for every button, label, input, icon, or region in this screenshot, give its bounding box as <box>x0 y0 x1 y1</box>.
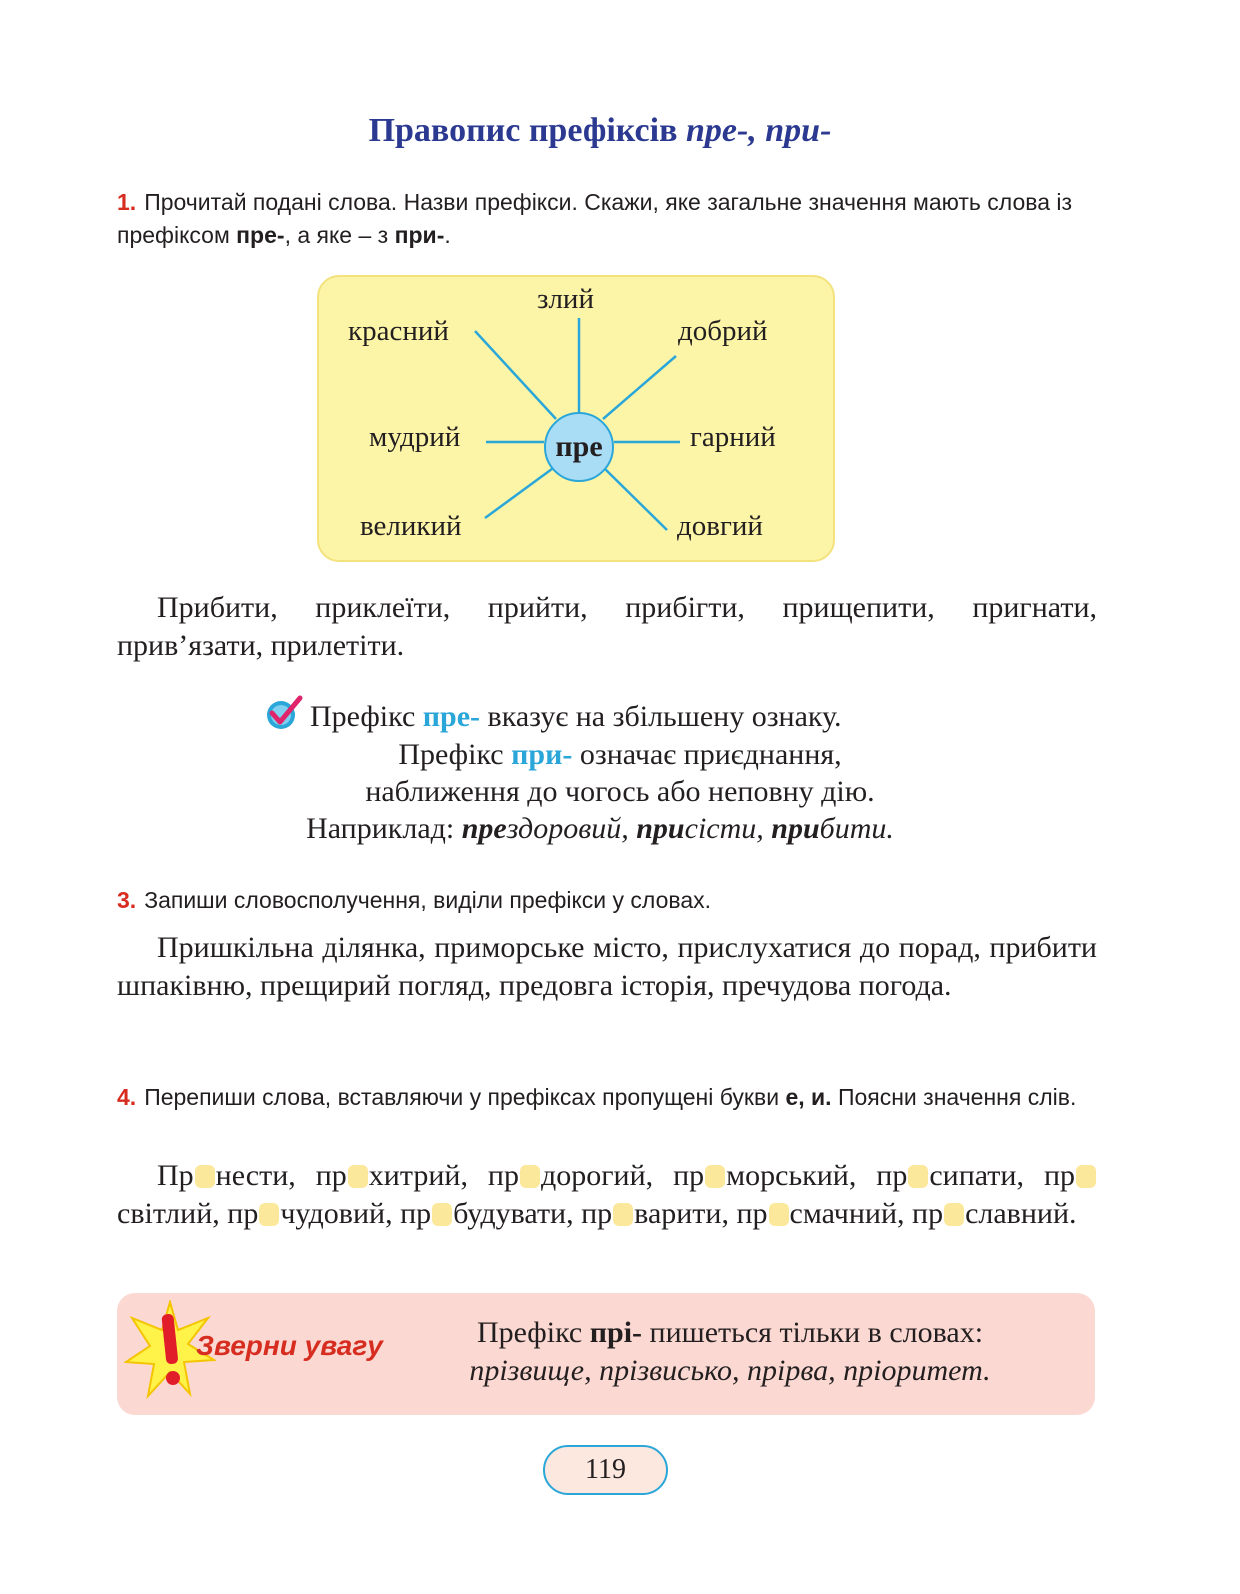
line-top-left <box>475 331 556 419</box>
bold-prefix: при- <box>394 222 445 248</box>
task-text: Поясни значення слів. <box>831 1084 1077 1110</box>
task-text: Перепиши слова, вставляючи у префіксах пропущені букви <box>144 1084 786 1110</box>
word-start: пр <box>315 1159 347 1192</box>
word-end: морський, <box>726 1159 877 1192</box>
example-label: Наприклад: <box>306 812 462 845</box>
word-end: хитрий, <box>368 1159 488 1192</box>
notice-prefix: прі- <box>589 1316 643 1349</box>
word-start: Пр <box>157 1159 194 1192</box>
notice-text-part: пишеться тільки в словах: <box>642 1316 984 1349</box>
example-prefix: при <box>771 812 820 845</box>
word-end: смачний, <box>789 1197 913 1230</box>
task-3-words: Пришкільна ділянка, приморське місто, прислухатися до порад, прибити шпаківню, прещирий погляд, предовга історія, пречудова погода. <box>117 931 1097 1002</box>
task-text: Прочитай подані слова. Назви префікси. Скажи, яке загальне значення мають слова із префіксом <box>117 189 1073 248</box>
task-4-words <box>117 1157 1097 1233</box>
word-with-gap <box>227 1197 400 1230</box>
task-text: . <box>444 222 451 248</box>
line-bottom-left <box>485 466 556 518</box>
missing-letter-slot <box>195 1165 215 1188</box>
rule-text: означає приєднання, <box>572 738 842 771</box>
notice-text-part: Префікс <box>476 1316 590 1349</box>
task-3-instruction <box>117 884 1097 917</box>
task-text: Запиши словосполучення, виділи префікси у словах. <box>144 887 712 913</box>
rule-text: Префікс <box>398 738 512 771</box>
example-rest: здоровий, <box>506 812 637 845</box>
missing-letter-slot <box>613 1203 633 1226</box>
word-with-gap <box>581 1197 736 1230</box>
missing-letter-slot <box>520 1165 540 1188</box>
word-right: гарний <box>690 421 776 453</box>
example-rest: сісти, <box>684 812 772 845</box>
word-end: сипати, <box>929 1159 1044 1192</box>
word-with-gap <box>400 1197 581 1230</box>
attention-label: Зверни увагу <box>196 1330 383 1361</box>
example-rest: бити. <box>819 812 894 845</box>
rule-example <box>150 810 1050 847</box>
line-bottom-right <box>602 466 667 530</box>
word-with-gap <box>488 1159 673 1192</box>
task-text: , а яке – з <box>284 222 395 248</box>
rule-prefix: пре- <box>422 700 481 733</box>
task-number: 1. <box>117 189 137 215</box>
word-bottom-right: довгий <box>677 510 763 542</box>
word-start: пр <box>912 1197 944 1230</box>
word-left: мудрий <box>369 421 461 453</box>
example-prefix: при <box>636 812 685 845</box>
line-top-right <box>603 356 676 419</box>
checkmark-icon <box>264 695 304 731</box>
title-text: Правопис префіксів <box>368 112 686 149</box>
example-prefix: пре <box>461 812 507 845</box>
word-start: пр <box>876 1159 908 1192</box>
notice-examples: прізвище, прізвисько, прірва, пріоритет. <box>469 1354 991 1387</box>
word-top-right: добрий <box>678 315 768 347</box>
word-with-gap <box>912 1197 1077 1230</box>
word-bottom-left: великий <box>360 510 462 542</box>
task-number: 3. <box>117 887 137 913</box>
word-start: пр <box>227 1197 259 1230</box>
bold-prefix: пре- <box>236 222 285 248</box>
word-start: пр <box>400 1197 432 1230</box>
word-end: нести, <box>215 1159 316 1192</box>
word-end: варити, <box>634 1197 737 1230</box>
word-start: пр <box>673 1159 705 1192</box>
missing-letter-slot <box>432 1203 452 1226</box>
missing-letter-slot <box>1076 1165 1096 1188</box>
rule-prefix: при- <box>511 738 573 771</box>
missing-letter-slot <box>259 1203 279 1226</box>
word-with-gap <box>673 1159 876 1192</box>
word-top: злий <box>537 283 594 315</box>
word-with-gap <box>157 1159 316 1192</box>
word-end: будувати, <box>453 1197 582 1230</box>
word-with-gap <box>316 1159 488 1192</box>
rule-text: Префікс <box>310 700 423 733</box>
word-end: чудовий, <box>280 1197 401 1230</box>
missing-letter-slot <box>908 1165 928 1188</box>
rule-line-2 <box>170 736 1070 773</box>
rule-text: вказує на збільшену ознаку. <box>480 700 842 733</box>
word-end: дорогий, <box>540 1159 674 1192</box>
missing-letter-slot <box>705 1165 725 1188</box>
task-2-words: Прибити, приклеїти, прийти, прибігти, прищепити, пригнати, прив’язати, прилетіти. <box>117 591 1097 662</box>
notice-line-1 <box>380 1314 1080 1352</box>
task-number: 4. <box>117 1084 137 1110</box>
missing-letter-slot <box>348 1165 368 1188</box>
word-end: славний. <box>965 1197 1077 1230</box>
word-with-gap <box>876 1159 1044 1192</box>
word-start: пр <box>736 1197 768 1230</box>
page-number: 119 <box>543 1445 668 1495</box>
bold-letters: е, и. <box>785 1084 832 1110</box>
word-start: пр <box>581 1197 613 1230</box>
missing-letter-slot <box>944 1203 964 1226</box>
word-end: світлий, <box>117 1197 228 1230</box>
notice-text <box>380 1314 1080 1390</box>
center-prefix: пре <box>544 412 614 482</box>
word-start: пр <box>487 1159 519 1192</box>
rule-line-3: наближення до чогось або неповну дію. <box>365 775 875 808</box>
word-top-left: красний <box>348 315 449 347</box>
notice-line-2 <box>380 1352 1080 1390</box>
rule-line-1 <box>310 698 970 735</box>
word-with-gap <box>736 1197 912 1230</box>
missing-letter-slot <box>769 1203 789 1226</box>
word-start: пр <box>1043 1159 1075 1192</box>
task-4-instruction <box>117 1081 1097 1114</box>
title-prefixes: пре-, при- <box>685 112 832 149</box>
